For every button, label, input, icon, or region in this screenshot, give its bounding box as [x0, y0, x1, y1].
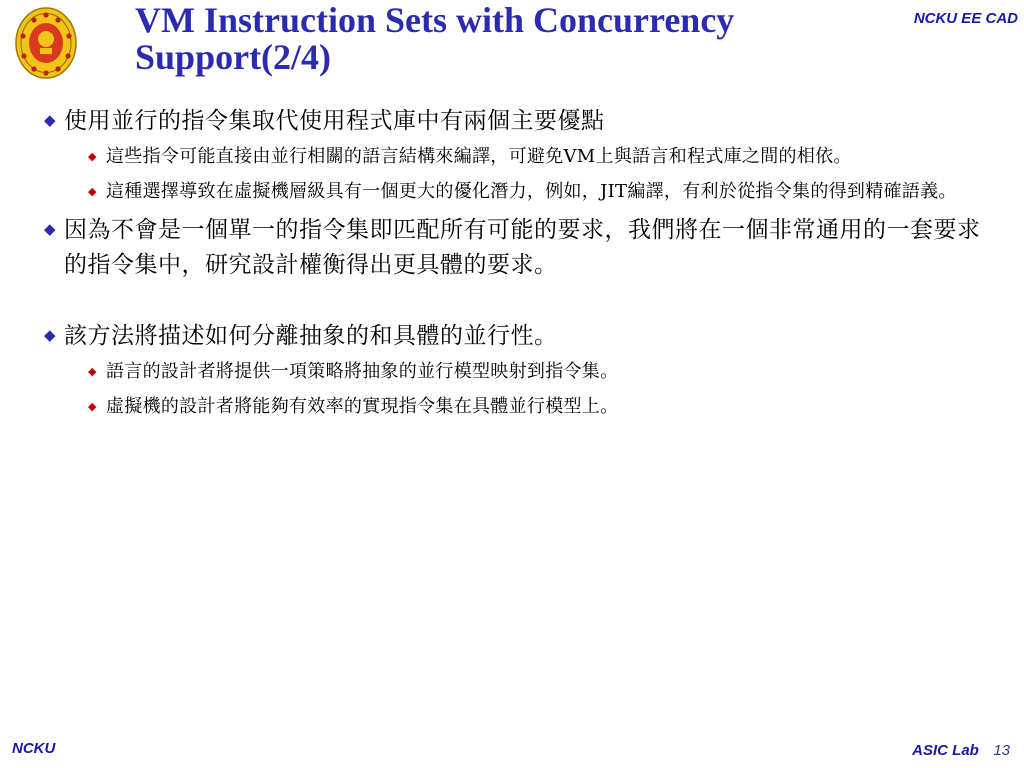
sub-bullet-item-1-2: [88, 178, 994, 205]
sub-bullet-item-1-2-text: 這種選擇導致在虛擬機層級具有一個更大的優化潛力，例如，JIT編譯，有利於從指令集的得到精確語義。: [106, 181, 957, 202]
diamond-bullet-icon: ◆: [88, 400, 97, 413]
footer-right: [912, 742, 1010, 760]
slide-title: [135, 2, 895, 76]
slide-content: [44, 104, 994, 428]
diamond-bullet-icon: ◆: [88, 185, 97, 198]
sub-bullet-item-1-1: [88, 143, 994, 170]
diamond-bullet-icon: ◆: [44, 326, 57, 344]
lab-name-header: NCKU EE CAD: [913, 10, 1018, 27]
footer-lab-name: ASIC Lab: [912, 742, 979, 759]
diamond-bullet-icon: ◆: [88, 150, 97, 163]
bullet-item-3-text: 該方法將描述如何分離抽象的和具體的並行性。: [64, 323, 558, 349]
sub-bullet-item-3-2: [88, 393, 994, 420]
diamond-bullet-icon: ◆: [88, 365, 97, 378]
diamond-bullet-icon: ◆: [44, 111, 57, 129]
bullet-item-3: [44, 319, 994, 354]
footer-ncku: NCKU: [12, 740, 56, 757]
bullet-item-1-text: 使用並行的指令集取代使用程式庫中有兩個主要優點: [64, 108, 605, 134]
bullet-item-2-text: 因為不會是一個單一的指令集即匹配所有可能的要求，我們將在一個非常通用的一套要求的指令集中，研究設計權衡得出更具體的要求。: [64, 217, 981, 278]
bullet-item-1: [44, 104, 994, 139]
bullet-item-2: [44, 213, 994, 283]
university-seal-icon: [14, 6, 78, 80]
sub-bullet-item-3-1-text: 語言的設計者將提供一項策略將抽象的並行模型映射到指令集。: [106, 361, 619, 382]
page-number: 13: [993, 742, 1010, 759]
slide-title-line2: Support(2/4): [135, 37, 332, 77]
diamond-bullet-icon: ◆: [44, 220, 57, 238]
sub-bullet-item-1-1-text: 這些指令可能直接由並行相關的語言結構來編譯，可避免VM上與語言和程式庫之間的相依。: [106, 146, 852, 167]
sub-bullet-item-3-2-text: 虛擬機的設計者將能夠有效率的實現指令集在具體並行模型上。: [106, 396, 619, 417]
slide-title-line1: VM Instruction Sets with Concurrency: [135, 0, 735, 40]
sub-bullet-item-3-1: [88, 358, 994, 385]
